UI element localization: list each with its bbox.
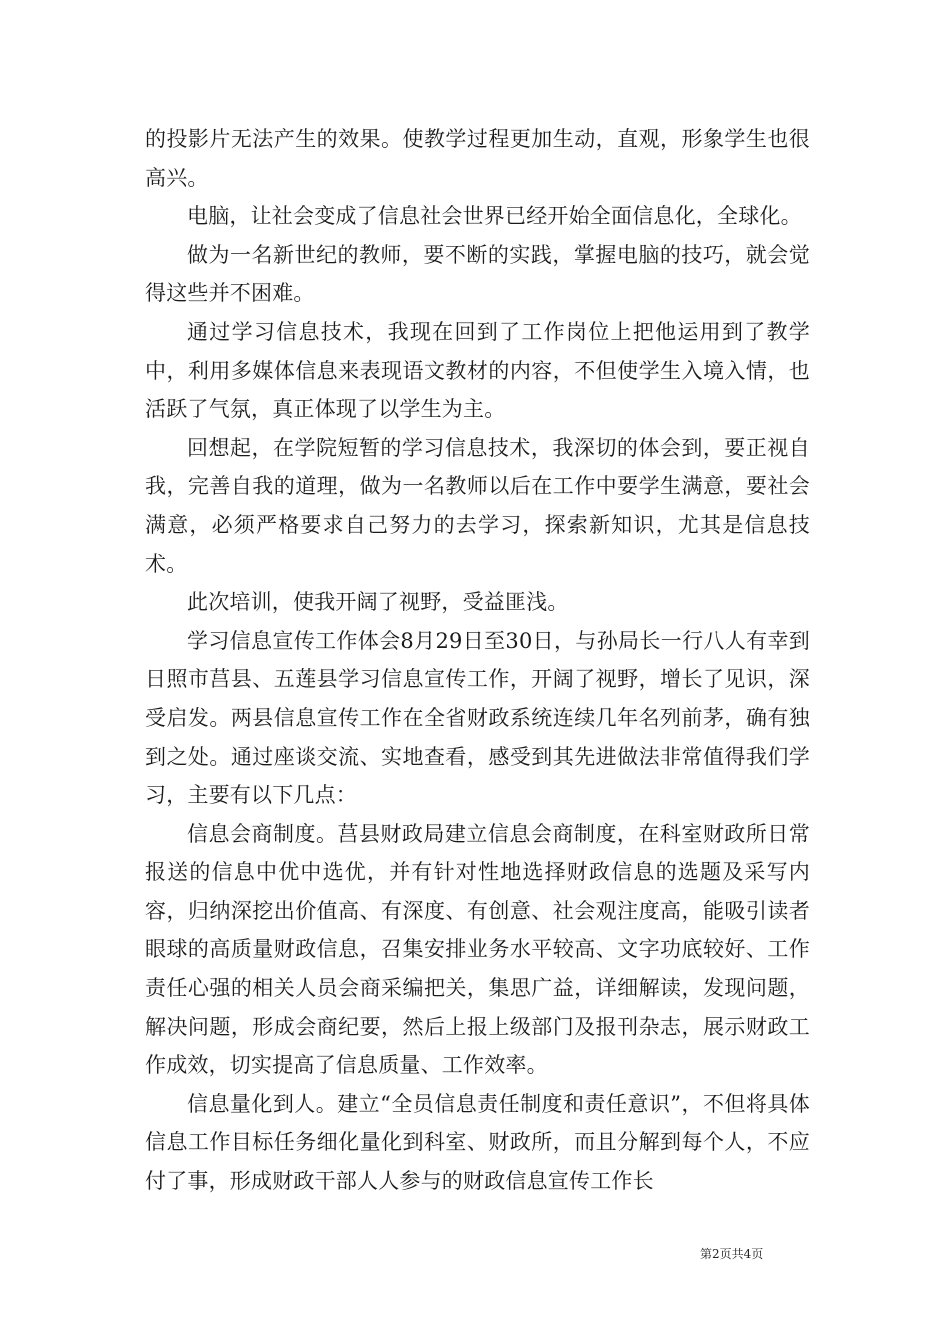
- paragraph: 此次培训，使我开阔了视野，受益匪浅。: [187, 590, 569, 615]
- paragraph: 回想起，在学院短暂的学习信息技术，我深切的体会到，要正视自我，完善自我的道理，做为一名教师以后在工作中要学生满意，要社会满意，必须严格要求自己努力的去学习，探索新知识，尤其是信息技术。: [145, 435, 810, 576]
- page-number-footer: 第2页共4页: [700, 1247, 764, 1261]
- paragraph: 的投影片无法产生的效果。使教学过程更加生动，直观，形象学生也很高兴。: [145, 127, 810, 190]
- paragraph: 通过学习信息技术，我现在回到了工作岗位上把他运用到了教学中，利用多媒体信息来表现语文教材的内容，不但使学生入境入情，也活跃了气氛，真正体现了以学生为主。: [145, 319, 810, 422]
- paragraph: 电脑，让社会变成了信息社会世界已经开始全面信息化，全球化。: [187, 204, 802, 229]
- document-body: [145, 120, 810, 1201]
- paragraph: 信息量化到人。建立“全员信息责任制度和责任意识”，不但将具体信息工作目标任务细化量化到科室、财政所，而且分解到每个人，不应付了事，形成财政干部人人参与的财政信息宣传工作长: [145, 1091, 810, 1194]
- paragraph: 信息会商制度。莒县财政局建立信息会商制度，在科室财政所日常报送的信息中优中选优，并有针对性地选择财政信息的选题及采写内容，归纳深挖出价值高、有深度、有创意、社会观注度高，能吸引读者眼球的高质量财政信息，召集安排业务水平较高、文字功底较好、工作责任心强的相关人员会商采编把关，集思广益，详细解读，发现问题，解决问题，形成会商纪要，然后上报上级部门及报刊杂志，展示财政工作成效，切实提高了信息质量、工作效率。: [145, 821, 810, 1078]
- paragraph: 做为一名新世纪的教师，要不断的实践，掌握电脑的技巧，就会觉得这些并不困难。: [145, 242, 810, 306]
- paragraph: 学习信息宣传工作体会8月29日至30日，与孙局长一行八人有幸到日照市莒县、五莲县学习信息宣传工作，开阔了视野，增长了见识，深受启发。两县信息宣传工作在全省财政系统连续几年名列前茅，确有独到之处。通过座谈交流、实地查看，感受到其先进做法非常值得我们学习，主要有以下几点：: [145, 628, 810, 808]
